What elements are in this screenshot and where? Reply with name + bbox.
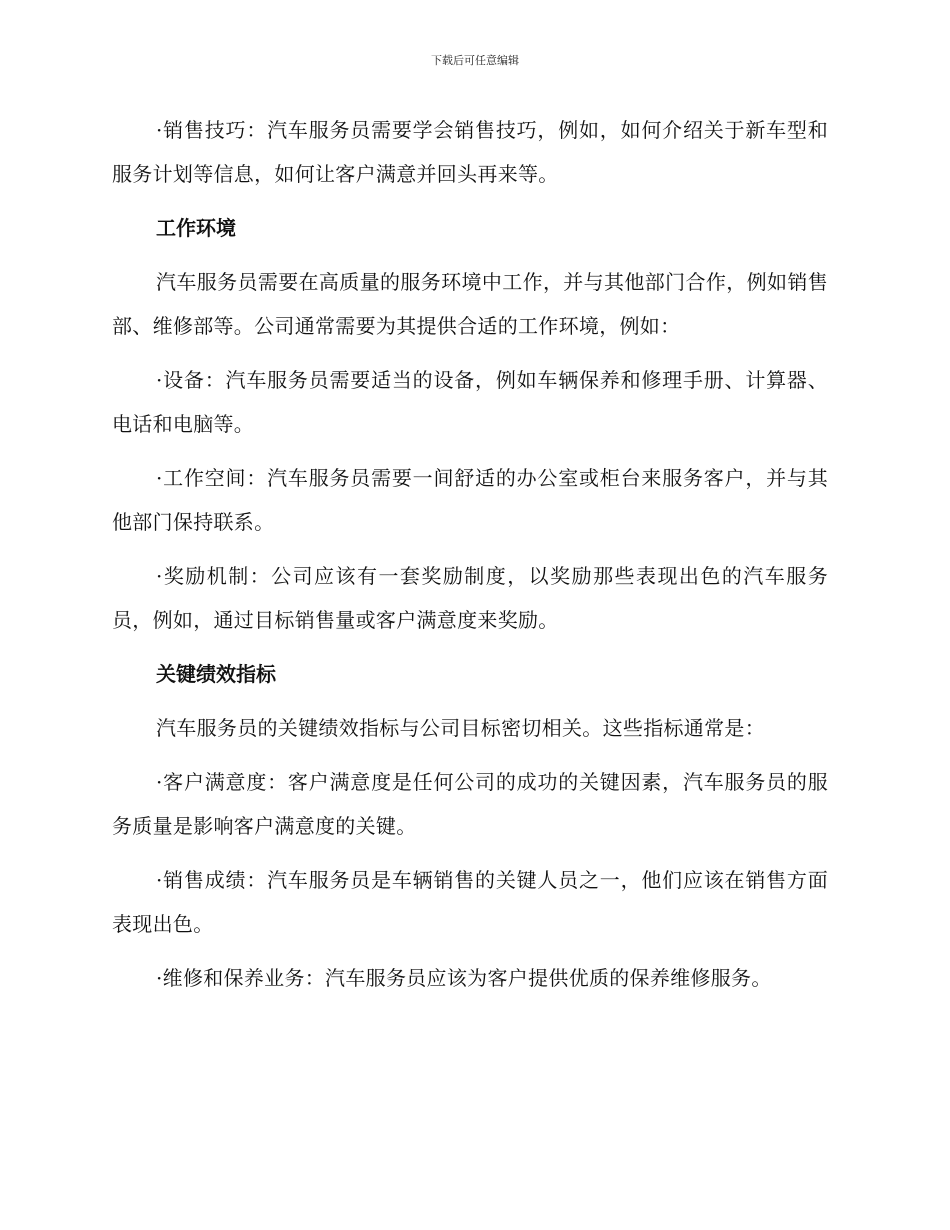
paragraph-reward-mechanism: ·奖励机制：公司应该有一套奖励制度，以奖励那些表现出色的汽车服务员，例如，通过目标销售量或客户满意度来奖励。 bbox=[112, 564, 828, 632]
paragraph-kpi-intro: 汽车服务员的关键绩效指标与公司目标密切相关。这些指标通常是： bbox=[156, 716, 765, 740]
paragraph-maintenance-service: ·维修和保养业务：汽车服务员应该为客户提供优质的保养维修服务。 bbox=[156, 966, 772, 990]
paragraph-sales-skills: ·销售技巧：汽车服务员需要学会销售技巧，例如，如何介绍关于新车型和服务计划等信息，如何让客户满意并回头再来等。 bbox=[112, 118, 828, 186]
paragraph-customer-satisfaction: ·客户满意度：客户满意度是任何公司的成功的关键因素，汽车服务员的服务质量是影响客户满意度的关键。 bbox=[112, 770, 828, 838]
paragraph-equipment: ·设备：汽车服务员需要适当的设备，例如车辆保养和修理手册、计算器、电话和电脑等。 bbox=[112, 368, 828, 436]
section-heading-kpi: 关键绩效指标 bbox=[156, 662, 276, 686]
document-body bbox=[112, 108, 828, 1010]
header-note: 下载后可任意编辑 bbox=[431, 54, 519, 67]
section-heading-work-environment: 工作环境 bbox=[156, 216, 236, 240]
paragraph-workspace: ·工作空间：汽车服务员需要一间舒适的办公室或柜台来服务客户，并与其他部门保持联系。 bbox=[112, 466, 828, 534]
paragraph-work-environment-intro: 汽车服务员需要在高质量的服务环境中工作，并与其他部门合作，例如销售部、维修部等。公司通常需要为其提供合适的工作环境，例如： bbox=[112, 270, 828, 338]
paragraph-sales-performance: ·销售成绩：汽车服务员是车辆销售的关键人员之一，他们应该在销售方面表现出色。 bbox=[112, 868, 828, 936]
